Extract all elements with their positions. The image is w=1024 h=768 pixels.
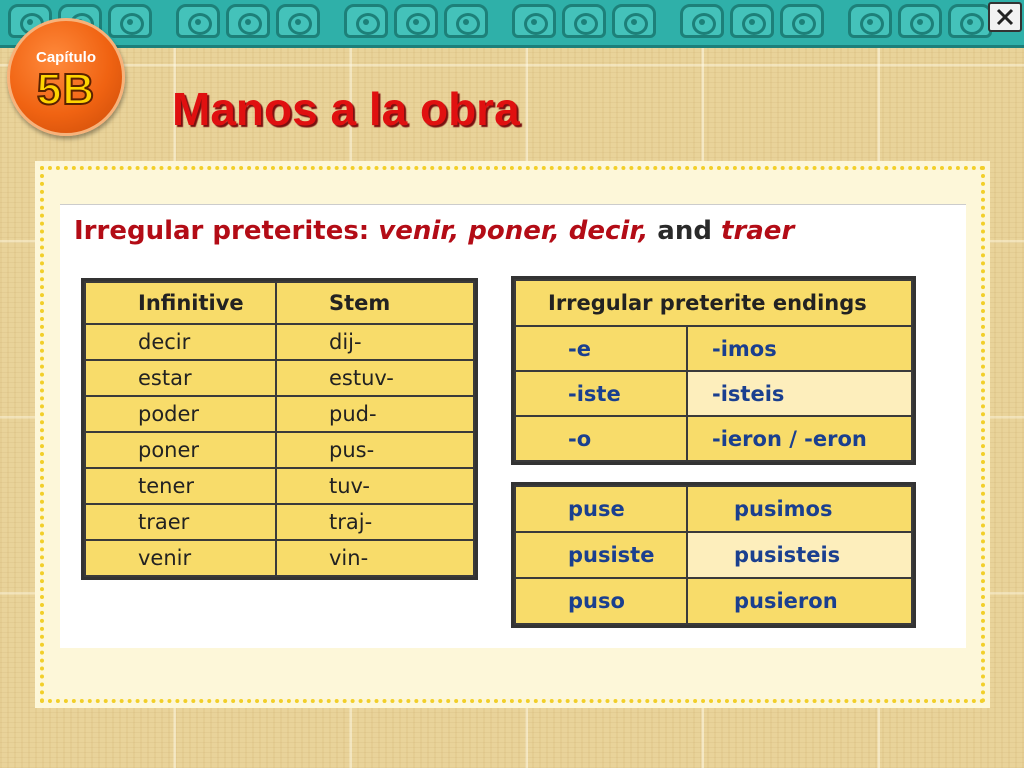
section-heading bbox=[74, 216, 794, 246]
close-button[interactable] bbox=[988, 2, 1022, 32]
singular-ending-cell: -e bbox=[515, 326, 687, 371]
stem-cell: traj- bbox=[276, 504, 474, 540]
page-title: Manos a la obra bbox=[172, 83, 520, 135]
stem-cell: estuv- bbox=[276, 360, 474, 396]
table-row bbox=[515, 326, 912, 371]
column-header-stem: Stem bbox=[276, 282, 474, 324]
chapter-label: Capítulo bbox=[36, 49, 96, 66]
stem-cell: vin- bbox=[276, 540, 474, 576]
plural-ending-cell: -imos bbox=[687, 326, 912, 371]
table-row bbox=[85, 468, 474, 504]
glyph-ornament bbox=[848, 4, 892, 38]
glyph-ornament bbox=[108, 4, 152, 38]
heading-prefix: Irregular preterites: bbox=[74, 216, 370, 246]
singular-form-cell: pusiste bbox=[515, 532, 687, 578]
glyph-ornament bbox=[444, 4, 488, 38]
infinitive-cell: poder bbox=[85, 396, 276, 432]
glyph-ornament bbox=[226, 4, 270, 38]
table-row bbox=[85, 504, 474, 540]
table-row bbox=[85, 324, 474, 360]
infinitive-cell: tener bbox=[85, 468, 276, 504]
singular-ending-cell: -iste bbox=[515, 371, 687, 416]
plural-form-cell: pusisteis bbox=[687, 532, 912, 578]
plural-ending-cell: -isteis bbox=[687, 371, 912, 416]
singular-form-cell: puso bbox=[515, 578, 687, 624]
glyph-ornament bbox=[612, 4, 656, 38]
glyph-ornament bbox=[562, 4, 606, 38]
stem-cell: dij- bbox=[276, 324, 474, 360]
heading-conjunction: and bbox=[657, 216, 712, 246]
table-row bbox=[515, 532, 912, 578]
column-header-infinitive: Infinitive bbox=[85, 282, 276, 324]
infinitive-cell: poner bbox=[85, 432, 276, 468]
endings-table bbox=[514, 279, 913, 462]
banner-pattern bbox=[0, 0, 1024, 48]
table-row bbox=[85, 360, 474, 396]
infinitive-cell: decir bbox=[85, 324, 276, 360]
stem-cell: pus- bbox=[276, 432, 474, 468]
plural-form-cell: pusimos bbox=[687, 486, 912, 532]
table-row bbox=[515, 371, 912, 416]
glyph-ornament bbox=[948, 4, 992, 38]
table-header-row bbox=[515, 280, 912, 326]
infinitive-cell: venir bbox=[85, 540, 276, 576]
glyph-ornament bbox=[512, 4, 556, 38]
endings-header: Irregular preterite endings bbox=[515, 280, 912, 326]
infinitive-cell: traer bbox=[85, 504, 276, 540]
table-row bbox=[515, 416, 912, 461]
table-header-row bbox=[85, 282, 474, 324]
heading-verbs: venir, poner, decir, bbox=[378, 216, 649, 246]
plural-form-cell: pusieron bbox=[687, 578, 912, 624]
table-row bbox=[85, 540, 474, 576]
conjugation-table bbox=[514, 485, 913, 625]
close-icon bbox=[996, 8, 1014, 26]
glyph-ornament bbox=[680, 4, 724, 38]
chapter-code: 5B bbox=[36, 65, 96, 114]
glyph-ornament bbox=[276, 4, 320, 38]
plural-ending-cell: -ieron / -eron bbox=[687, 416, 912, 461]
table-row bbox=[515, 578, 912, 624]
singular-ending-cell: -o bbox=[515, 416, 687, 461]
heading-last-verb: traer bbox=[721, 216, 795, 246]
decorative-banner bbox=[0, 0, 1024, 48]
infinitive-cell: estar bbox=[85, 360, 276, 396]
glyph-ornament bbox=[344, 4, 388, 38]
glyph-ornament bbox=[176, 4, 220, 38]
singular-form-cell: puse bbox=[515, 486, 687, 532]
stem-cell: pud- bbox=[276, 396, 474, 432]
glyph-ornament bbox=[730, 4, 774, 38]
chapter-badge bbox=[7, 18, 125, 136]
table-row bbox=[515, 486, 912, 532]
glyph-ornament bbox=[394, 4, 438, 38]
glyph-ornament bbox=[898, 4, 942, 38]
table-row bbox=[85, 396, 474, 432]
glyph-ornament bbox=[780, 4, 824, 38]
stem-cell: tuv- bbox=[276, 468, 474, 504]
table-row bbox=[85, 432, 474, 468]
stems-table bbox=[84, 281, 475, 577]
